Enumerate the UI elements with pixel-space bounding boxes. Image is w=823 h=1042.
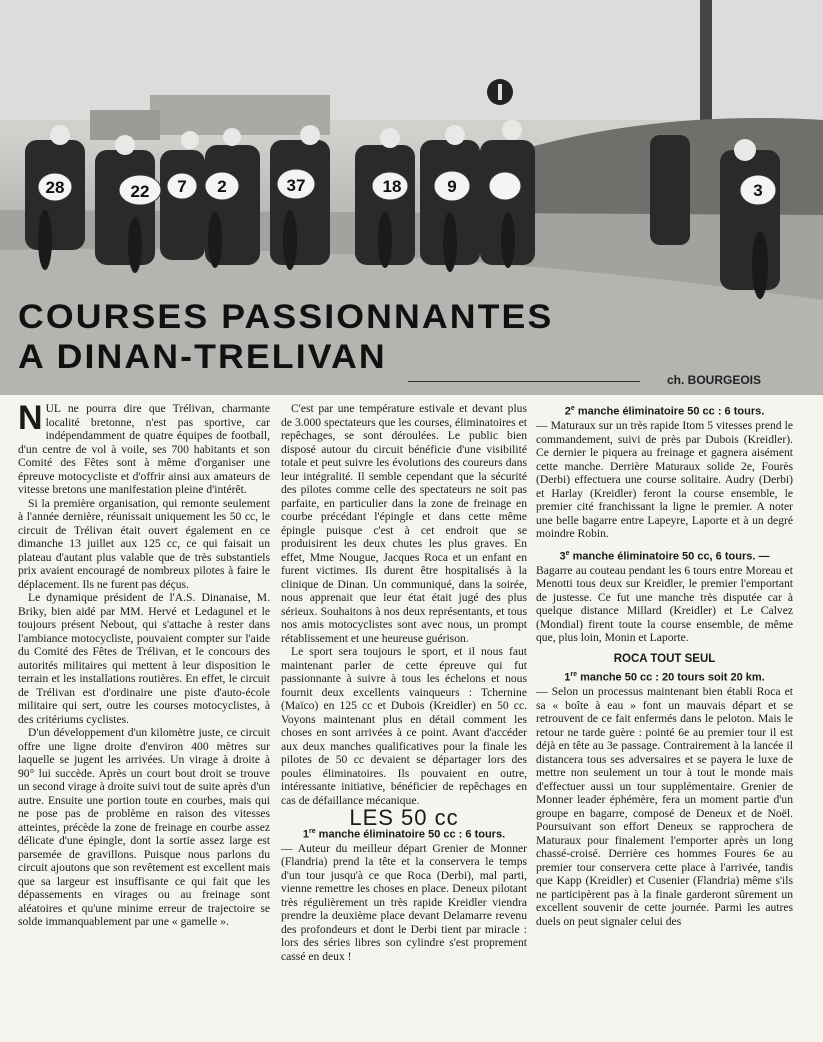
column-1: [18, 399, 270, 929]
bike-number: 18: [382, 177, 402, 196]
headline-line2: A DINAN-TRELIVAN: [18, 338, 387, 376]
paragraph: — Maturaux sur un très rapide Itom 5 vitesses prend le commandement, suivi de près par Dubois (Kreidler). Ce dernier le piquera au freinage et gagnera aisément cette manche. Derrière Maturaux solide 2e, Fourès (Derbi) effectuera une course solitaire. Audry (Derbi) et Harlay (Kreidler) feront la course ensemble, le premier cité franchissant la ligne le premier. A noter une belle bagarre entre Lapeyre, Laporte et à un degré moindre Robin.: [536, 419, 793, 541]
section-heading: ROCA TOUT SEUL: [613, 652, 716, 665]
paragraph: Bagarre au couteau pendant les 6 tours entre Moreau et Menotti tous deux sur Kreidler, le premier l'emportant de justesse. Ce fut une manche très disputée car à quelque distance Millard (Kreidler) et Le Calvez (Mondial) firent toute la course ensemble, de même que, plus loin, Monin et Laporte.: [536, 563, 793, 645]
bike-number: 7: [177, 177, 187, 196]
race-photo: [0, 0, 823, 395]
bike-number: 22: [130, 182, 150, 201]
headline-line1: COURSES PASSIONNANTES: [18, 298, 554, 336]
bike-number: 2: [217, 177, 227, 196]
bike-number: 3: [753, 181, 763, 200]
section-heading: LES 50 cc: [349, 805, 459, 830]
paragraph: [18, 399, 270, 497]
paragraph: C'est par une température estivale et devant plus de 3.000 spectateurs que les courses, éliminatoires et repêchages, se sont déroulées. Le public bien disposé autour du circuit bénéficie d'une visibilité totale et peut suivre les évolutions des coureurs dans leur intégralité. Il semble cependant que la sécurité des pilotes comme celle des spectateurs ne soit pas parfaite, en particulier dans la zone de freinage en courbe précédant l'épingle et dans cette même épingle puisque c'est à cet endroit que se produisirent les deux chutes les plus graves. En effet, Mme Nougue, Jacques Roca et un enfant en furent victimes. Ils durent être hospitalisés à la clinique de Dinan. Un communiqué, dans la soirée, nous apprenait que leur état était jugé des plus sérieux. Souhaitons à nos deux représentants, et tous nos amis motocyclistes sont avec nous, un prompt rétablissement et une heureuse guérison.: [281, 402, 527, 645]
subheading: 2e manche éliminatoire 50 cc : 6 tours.: [564, 405, 765, 418]
bike-number: 37: [286, 176, 306, 195]
paragraph: D'un développement d'un kilomètre juste, ce circuit offre une ligne droite d'environ 400 mètres sur laquelle se jugent les arrivées. Un virage à droite à 90° lui succède. Après un court bout droit se trouve un second virage à droite suivi tout de suite après d'un autre. Ensuite une portion toute en courbes, mais qui ne pose pas de problème en raison des vitesses atteintes, précède la zone de freinage en courbe assez délicate d'une épingle, dont la sortie assez large est parsemée de gravillons. Puisque nous parlons du circuit ajoutons que son revêtement est excellent mais que sa largeur est insuffisante ce qui fait que les dépassements en virages ou au freinage sont aléatoires et qu'une minime erreur de trajectoire se solde immanquablement par une « gamelle ».: [18, 726, 270, 928]
paragraph: Le sport sera toujours le sport, et il nous faut maintenant parler de cette épreuve qui fut passionnante à suivre à tous les échelons et nous fournit deux excellents vainqueurs : Tchernine (Maïco) en 125 cc et Dubois (Kreidler) en 50 cc. Voyons maintenant plus en détail comment les choses en sont arrivées à ce point. Avant d'accéder aux deux manches qualificatives pour la finale les pilotes de 50 cc devaient se départager lors des poules éliminatoires. Ils pouvaient en outre, intéressante initiative, bénéficier de repêchages en cas de défaillance mécanique.: [281, 645, 527, 807]
bike-number: 9: [447, 177, 457, 196]
byline: ch. BOURGEOIS: [666, 373, 761, 387]
subheading: 3e manche éliminatoire 50 cc, 6 tours. —: [559, 549, 770, 563]
column-2: [281, 402, 527, 963]
column-3: [536, 402, 793, 928]
paragraph: — Auteur du meilleur départ Grenier de Monner (Flandria) prend la tête et la conservera le temps d'un tour jusqu'à ce que Roca (Derbi), mal parti, vienne remettre les choses en place. Deneux pilotant très régulièrement un très rapide Kreidler viendra prendre la deuxième place devant Delamarre revenu des profondeurs et dont le Derbi tient par miracle : lors des séries libres son cylindre s'est proprement cassé en deux !: [281, 841, 527, 963]
paragraph: Si la première organisation, qui remonte seulement à l'année dernière, réunissait uniquement les 50 cc, le circuit de Trélivan était ouvert également en ce dimanche 13 juillet aux 125 cc, ce qui faisait un plateau d'autant plus valable que de très substantiels prix avaient encouragé de nombreux pilotes à faire le déplacement. Ils ne furent pas déçus.: [18, 496, 270, 591]
drop-cap: N: [18, 399, 43, 437]
bike-number: 28: [45, 178, 65, 197]
byline-rule: [408, 381, 640, 382]
subheading: 1re manche 50 cc : 20 tours soit 20 km.: [564, 671, 765, 684]
paragraph: Le dynamique président de l'A.S. Dinanaise, M. Briky, bien aidé par MM. Hervé et Ledagunel et le toujours présent Nebout, qui s'attache à rester dans l'ambiance motocycliste, pouvaient compter sur l'aide du Comité des Fêtes de Trélivan, et le concours des autorités militaires qui mettent à leur disposition le terrain et les installations routières. En effet, le circuit de Trélivan est d'ordinaire une piste d'auto-école militaire qui sert, outre les courses motocyclistes, à des critériums cyclistes.: [18, 591, 270, 726]
paragraph: — Selon un processus maintenant bien établi Roca et sa « boîte à eau » font un mauvais départ et se retrouvent de ce fait enfermés dans le peloton. Mais le retour ne tarde guère : pointé 6e au premier tour il est déjà en tête au 3e passage. Contrairement à la lancée il distancera tous ses adversaires et se payera le luxe de mettre non seulement un tour à tout le monde mais d'effectuer aussi un tour supplémentaire. Grenier de Monner leader éphémère, fera un moment partie d'un groupe en bagarre, composé de Deneux et de Noël. Poursuivant son effort Deneux se rapprochera de Maturaux pour finalement l'emporter après un long chassé-croisé. Derrière ces hommes Foures 6e au premier tour conservera cette place à l'arrivée, tandis que Kapp (Kreidler) et Cusenier (Flandria) même s'ils ne participèrent pas à la finale garderont sûrement un excellent souvenir de cette journée. Parmi les autres duels on peut signaler celui des: [536, 685, 793, 928]
paragraph-text: UL ne pourra dire que Trélivan, charmante localité bretonne, n'est pas sportive, car indépendamment de quatre équipes de football, d'un centre de vol à voile, ses 700 habitants et son Comité des Fêtes sont à même d'organiser une épreuve motocycliste et d'offrir ainsi aux amateurs de vitesse bretons une manifestation pleine d'intérêt.: [18, 402, 270, 496]
subheading: 1re manche éliminatoire 50 cc : 6 tours.: [302, 827, 506, 841]
